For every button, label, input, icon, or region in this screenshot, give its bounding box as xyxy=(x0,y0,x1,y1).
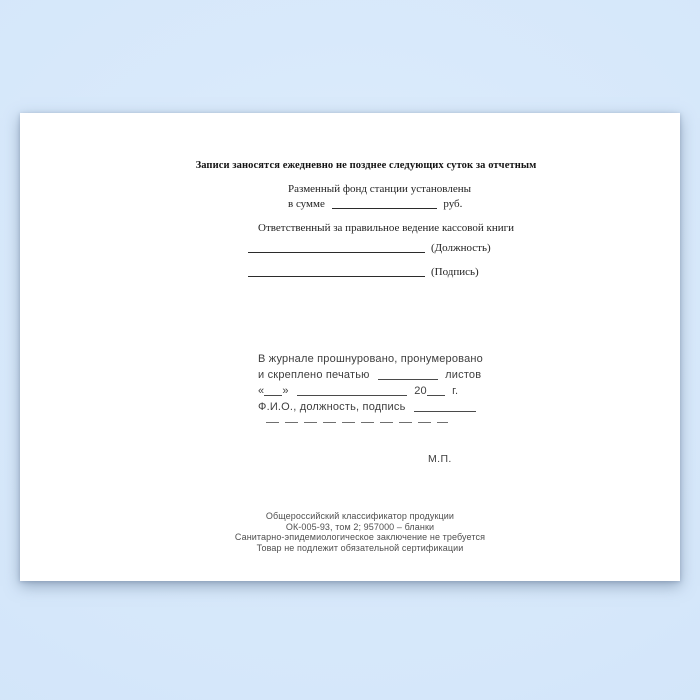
binding-line2-prefix: и скреплено печатью xyxy=(258,369,370,381)
change-fund-line: Разменный фонд станции установлены xyxy=(288,183,471,195)
signature-blank-line xyxy=(248,266,425,277)
close-quote: » xyxy=(282,385,289,397)
certification-footer xyxy=(40,511,680,553)
year-blank xyxy=(427,385,445,396)
fio-label: Ф.И.О., должность, подпись xyxy=(258,401,406,413)
signature-row xyxy=(248,266,479,278)
sum-line xyxy=(288,197,471,212)
binding-line2-suffix: листов xyxy=(445,369,482,381)
footer-line-classifier: Общероссийский классификатор продукции xyxy=(265,511,455,521)
fio-blank xyxy=(414,401,476,412)
sum-prefix: в сумме xyxy=(288,198,325,210)
binding-note-line2 xyxy=(258,367,483,383)
position-row xyxy=(248,242,491,254)
sheets-count-blank xyxy=(378,369,438,380)
signature-label: (Подпись) xyxy=(431,266,479,278)
day-blank xyxy=(264,385,282,396)
year-prefix: 20 xyxy=(414,385,427,397)
binding-note-block xyxy=(258,351,483,423)
sum-suffix: руб. xyxy=(443,198,463,210)
position-label: (Должность) xyxy=(431,242,491,254)
open-quote: « xyxy=(258,385,265,397)
responsible-heading: Ответственный за правильное ведение кассовой книги xyxy=(258,222,515,234)
sum-blank-line xyxy=(332,198,437,209)
binding-note-line4 xyxy=(258,399,483,415)
seal-mark: М.П. xyxy=(428,453,452,465)
footer-line-ok-code: ОК-005-93, том 2; 957000 – бланки xyxy=(285,521,435,532)
year-suffix: г. xyxy=(452,385,459,397)
binding-note-date-line xyxy=(258,383,483,399)
position-blank-line xyxy=(248,242,425,253)
entries-rule-title: Записи заносятся ежедневно не позднее следующих суток за отчетным xyxy=(195,160,537,171)
dashed-cut-line xyxy=(266,422,448,423)
binding-note-line1: В журнале прошнуровано, пронумеровано xyxy=(258,353,483,365)
footer-line-certification: Товар не подлежит обязательной сертификации xyxy=(256,542,464,553)
footer-line-sanitary: Санитарно-эпидемиологическое заключение не требуется xyxy=(234,532,486,542)
document-page xyxy=(20,113,680,581)
change-fund-block xyxy=(288,182,471,212)
month-blank xyxy=(297,385,407,396)
